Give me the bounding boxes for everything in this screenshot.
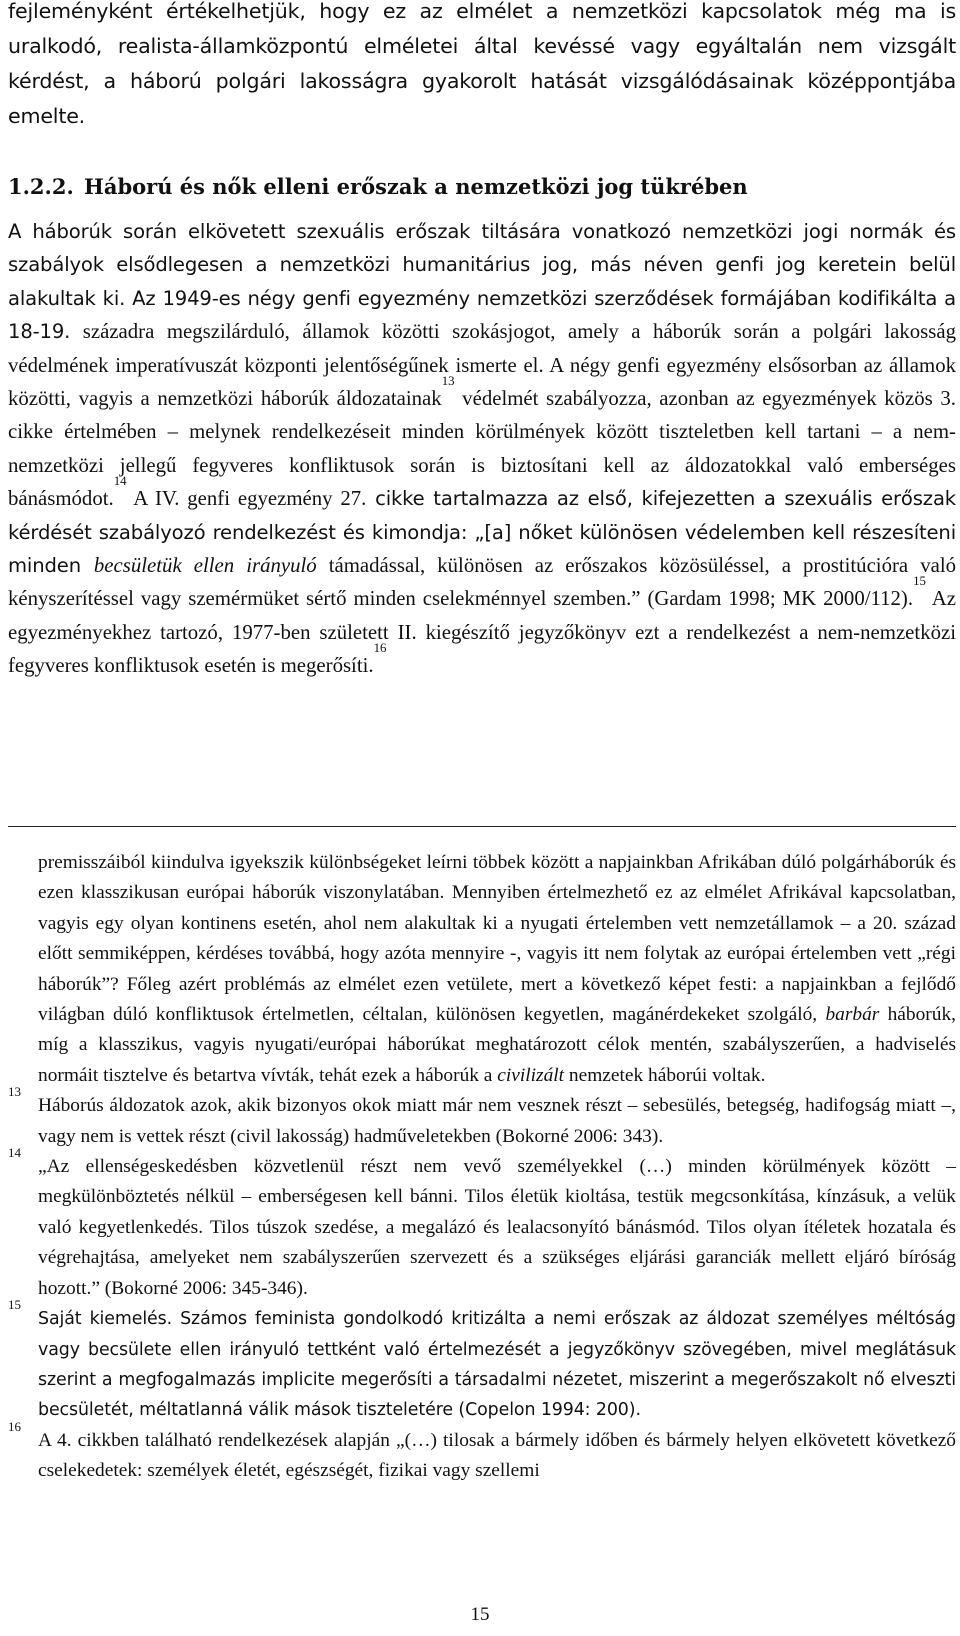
footnote-14-mark: 14 bbox=[8, 1145, 21, 1161]
footnote-16 bbox=[8, 1418, 956, 1487]
footnote-italic-barbar: barbár bbox=[825, 1004, 880, 1026]
footnote-ref-14[interactable]: 14 bbox=[113, 474, 127, 489]
footnote-italic-civilizalt: civilizált bbox=[497, 1064, 565, 1086]
footnote-ref-16[interactable]: 16 bbox=[373, 641, 387, 656]
footnote-15-text: Saját kiemelés. Számos feminista gondolkodó kritizálta a nemi erőszak az áldozat személyes méltóság vagy becsülete ellen irányuló tettként való értelmezését a jegyzőkönyv szövegében, mivel meglátásuk szerint a megfogalmazás implicite megerősíti a társadalmi nézetet, miszerint a megerőszakolt nő elveszti becsületét, méltatlanná válik mások tiszteletére (Copelon 1994: 200). bbox=[38, 1309, 956, 1421]
footnote-13-mark: 13 bbox=[8, 1084, 21, 1100]
footnote-13 bbox=[8, 1084, 956, 1152]
footnote-14 bbox=[8, 1145, 956, 1304]
footnotes-area bbox=[8, 848, 956, 1487]
page-number: 15 bbox=[470, 1604, 490, 1625]
footnote-14-text: „Az ellenségeskedésben közvetlenül részt nem vevő személyekkel (…) minden körülmények között ‒ megkülönböztetés nélkül ‒ emberségesen kell bánni. Tilos életük kioltása, testük megcsonkítása, kínzásuk, a velük való kegyetlenkedés. Tilos túszok szedése, a megalázó és lealacsonyító bánásmód. Tilos olyan ítéletek hozatala és végrehajtása, amelyeket nem szabályszerűen szervezett és a szükséges eljárási garanciák mellett eljáró bíróság hozott.” (Bokorné 2006: 345-346). bbox=[38, 1156, 956, 1299]
main-sentence-4: védelmét szabályozza, azonban az egyezmények közös 3. bbox=[454, 387, 956, 411]
main-sentence-9: Az egyezményekhez tartozó, 1977-ben született II. kiegészítő jegyzőkönyv ezt a rendelkezést a nem-nemzetközi fegyveres konfliktusok esetén is megerősíti. bbox=[8, 587, 956, 678]
footnote-ref-13[interactable]: 13 bbox=[441, 374, 455, 389]
intro-paragraph: fejleményként értékelhetjük, hogy ez az elmélet a nemzetközi kapcsolatok még ma is uralkodó, realista-államközpontú elméletei által kevéssé vagy egyáltalán nem vizsgált kérdést, a háború polgári lakosságra gyakorolt hatását vizsgálódásainak középpontjába emelte. bbox=[8, 0, 956, 128]
section-number: 1.2.2. bbox=[8, 174, 74, 199]
main-sentence-8: támadással, különösen az erőszakos közösüléssel, a prostitúcióra való kényszerítéssel vagy szemérmüket sértő minden cselekménnyel szemben.” (Gardam 1998; MK 2000/112). bbox=[8, 554, 956, 611]
section-title: Háború és nők elleni erőszak a nemzetközi jog tükrében bbox=[84, 174, 748, 199]
main-italic-emphasis: becsületük ellen irányuló bbox=[93, 554, 317, 578]
main-sentence-3: A négy genfi egyezmény elsősorban az államok közötti, vagyis a nemzetközi háborúk áldozatainak bbox=[8, 353, 956, 411]
footnote-15 bbox=[8, 1297, 956, 1426]
main-sentence-7: cikke tartalmazza az első, kifejezetten a szexuális erőszak kérdését szabályozó rendelkezést és kimondja: „[a] nőket különösen védelemben kell részesíteni minden bbox=[8, 487, 956, 578]
footnote-continuation-text-c: nemzetek háborúi voltak. bbox=[564, 1064, 766, 1086]
footnote-16-mark: 16 bbox=[8, 1418, 21, 1434]
main-paragraph bbox=[8, 215, 956, 683]
section-heading bbox=[8, 172, 748, 202]
footnote-15-mark: 15 bbox=[8, 1297, 21, 1313]
footnote-continuation-text-a: premisszáiból kiindulva igyekszik különbségeket leírni többek között a napjainkban Afrikában dúló polgárháborúk és ezen klasszikusan európai háborúk viszonylatában. Mennyiben értelmezhető ez az elmélet Afrikával kapcsolatban, vagyis egy olyan kontinens esetén, ahol nem alakultak ki a nyugati értelemben vett nemzetállamok ‒ a 20. század előtt semmiképpen, kérdéses továbbá, hogy azóta mennyire -, vagyis itt nem folytak az európai értelemben vett „régi háborúk”? Főleg azért problémás az elmélet ezen vetülete, mert a következő képet festi: a napjainkban a fejlődő világban dúló konfliktusok értelmetlen, céltalan, különösen kegyetlen, magánérdekeket szolgáló, bbox=[38, 852, 956, 1026]
main-sentence-5: cikke értelmében ‒ melynek rendelkezéseit minden körülmények között tiszteletben kell tartani ‒ a nem-nemzetközi jellegű fegyveres konfliktusok során is biztosítani kell az áldozatokkal való emberséges bánásmódot. bbox=[8, 420, 956, 511]
footnote-13-text: Háborús áldozatok azok, akik bizonyos okok miatt már nem vesznek részt ‒ sebesülés, betegség, hadifogság miatt ‒, vagy nem is vettek részt (civil lakosság) hadműveletekben (Bokorné 2006: 343). bbox=[38, 1095, 956, 1147]
footnote-continuation-text-b: háborúk, míg a klasszikus, vagyis nyugati/európai háborúkat meghatározott célok mentén, szabályszerűen, a hadviselés normáit tisztelve és betartva vívták, tehát ezek a háborúk a bbox=[38, 1004, 956, 1086]
footnote-16-text: A 4. cikkben található rendelkezések alapján „(…) tilosak a bármely időben és bármely helyen elkövetett következő cselekedetek: személyek életét, egészségét, fizikai vagy szellemi bbox=[38, 1429, 956, 1482]
main-sentence-1: A háborúk során elkövetett szexuális erőszak tiltására vonatkozó nemzetközi jogi normák és szabályok elsődlegesen a nemzetközi humanitárius jog, más néven genfi jog keretein belül alakultak ki. Az 1949-es négy genfi egyezmény nemzetközi szerződések formájában kodifikálta a 18-19. bbox=[8, 220, 956, 344]
main-sentence-2: századra megszilárduló, államok közötti szokásjogot, amely a háborúk során a polgári lakosság védelmének imperatívuszát központi jelentőségűnek ismerte el. bbox=[8, 320, 956, 377]
footnote-continuation bbox=[8, 848, 956, 1091]
main-sentence-6: A IV. genfi egyezmény 27. bbox=[126, 487, 367, 511]
footnote-ref-15[interactable]: 15 bbox=[913, 574, 926, 589]
footnote-separator bbox=[8, 826, 956, 827]
